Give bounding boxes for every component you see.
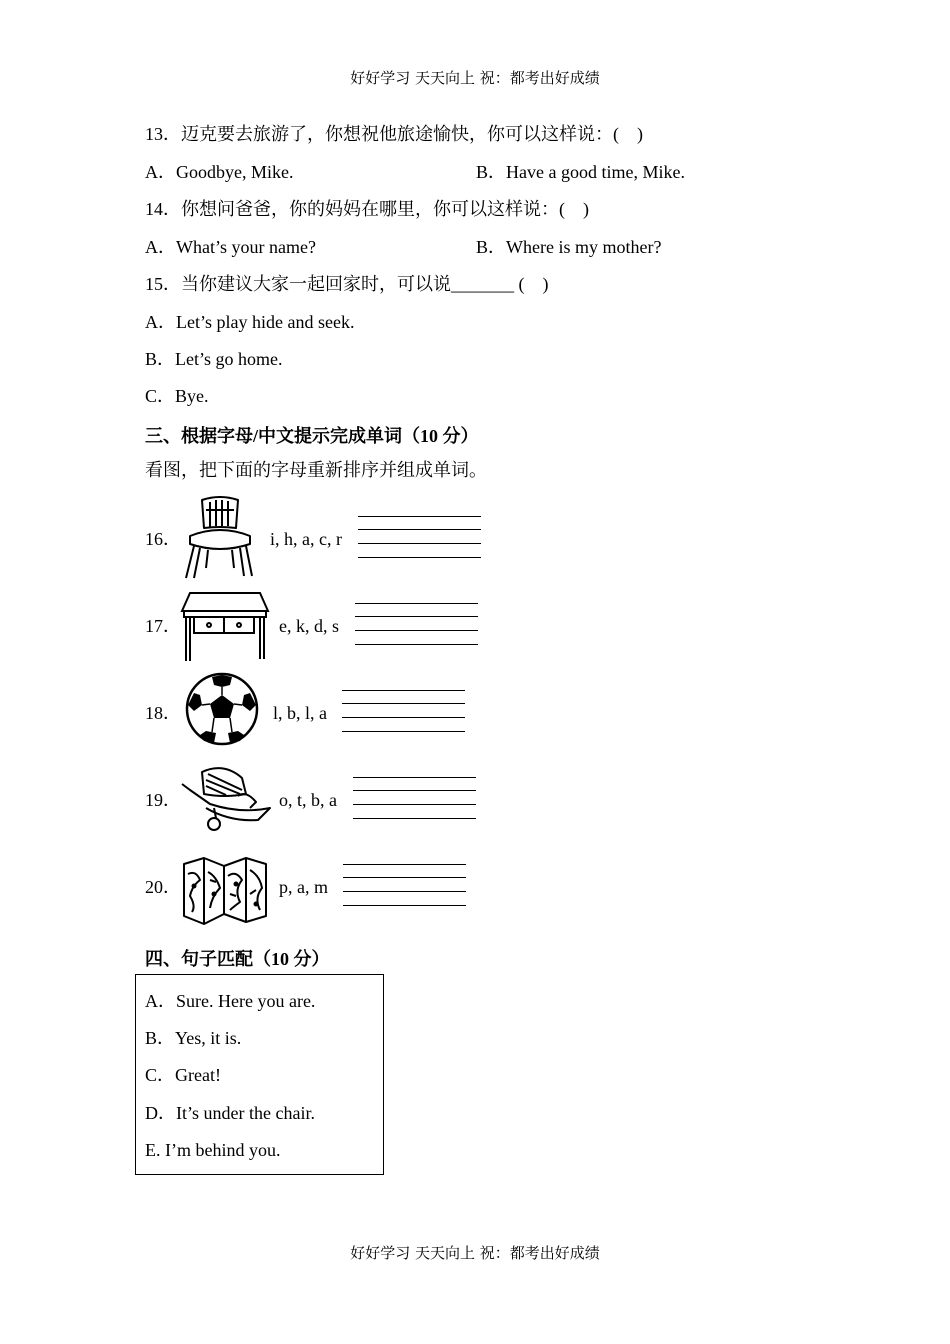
map-picture: [180, 850, 270, 928]
section-3-title: 三、根据字母/中文提示完成单词（10 分）: [145, 426, 479, 446]
item-19-number: 19．: [145, 790, 181, 810]
page-header: 好好学习 天天向上 祝：都考出好成绩: [350, 69, 600, 87]
item-16-letters: i, h, a, c, r: [270, 529, 342, 549]
item-17-answer-lines: [355, 603, 478, 647]
section-4-title: 四、句子匹配（10 分）: [145, 949, 330, 969]
item-17-letters: e, k, d, s: [279, 616, 339, 636]
question-15-option-a: A．Let’s play hide and seek.: [145, 312, 355, 332]
ball-picture: [184, 671, 260, 747]
match-option-e: E. I’m behind you.: [145, 1140, 281, 1160]
item-19-letters: o, t, b, a: [279, 790, 337, 810]
item-20-answer-lines: [343, 864, 466, 908]
question-15-option-b: B．Let’s go home.: [145, 349, 283, 369]
desk-picture: [180, 589, 270, 663]
page-footer: 好好学习 天天向上 祝：都考出好成绩: [350, 1244, 600, 1262]
match-option-b: B．Yes, it is.: [145, 1028, 242, 1048]
question-13-option-a: A．Goodbye, Mike.: [145, 162, 294, 182]
item-19-answer-lines: [353, 777, 476, 821]
item-18-number: 18．: [145, 703, 181, 723]
item-20-letters: p, a, m: [279, 877, 328, 897]
item-16-number: 16．: [145, 529, 181, 549]
item-18-answer-lines: [342, 690, 465, 734]
match-option-a: A．Sure. Here you are.: [145, 991, 316, 1011]
question-14-option-a: A．What’s your name?: [145, 237, 316, 257]
item-16-answer-lines: [358, 516, 481, 560]
question-14-option-b: B．Where is my mother?: [476, 237, 662, 257]
section-3-instruction: 看图，把下面的字母重新排序并组成单词。: [145, 460, 487, 480]
question-14-stem: 14．你想问爸爸，你的妈妈在哪里，你可以这样说：( ): [145, 199, 589, 219]
boat-picture: [180, 764, 272, 834]
question-13-option-b: B．Have a good time, Mike.: [476, 162, 685, 182]
chair-picture: [180, 496, 260, 580]
match-option-d: D．It’s under the chair.: [145, 1103, 315, 1123]
item-18-letters: l, b, l, a: [273, 703, 327, 723]
question-15-option-c: C．Bye.: [145, 386, 209, 406]
item-17-number: 17．: [145, 616, 181, 636]
question-13-stem: 13．迈克要去旅游了，你想祝他旅途愉快，你可以这样说：( ): [145, 124, 643, 144]
match-option-c: C．Great!: [145, 1065, 221, 1085]
question-15-stem: 15．当你建议大家一起回家时，可以说_______ ( ): [145, 274, 549, 294]
item-20-number: 20．: [145, 877, 181, 897]
